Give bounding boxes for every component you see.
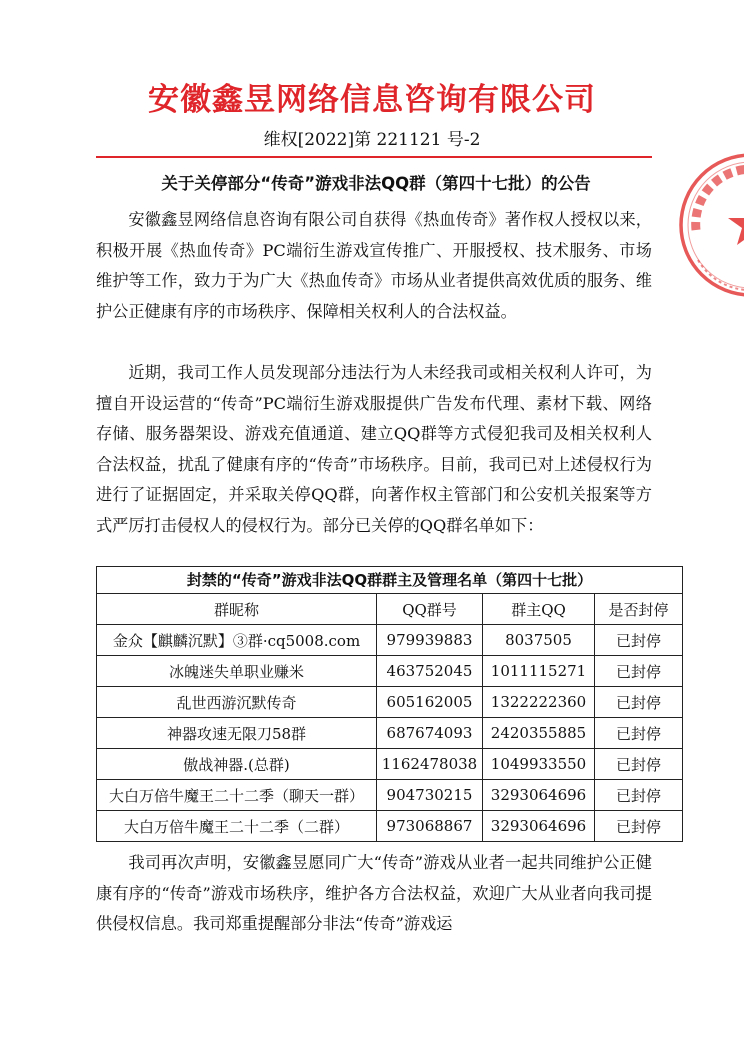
owner-qq: 1049933550 [483,749,595,780]
document-number: 维权[2022]第 221121 号-2 [263,130,481,150]
banned-groups-table [96,566,683,842]
company-seal [676,150,744,300]
table-caption: 封禁的“传奇”游戏非法QQ群群主及管理名单（第四十七批） [96,566,683,593]
table-row [97,780,683,811]
qq-group-number: 687674093 [377,718,483,749]
qq-group-number: 1162478038 [377,749,483,780]
banned-status: 已封停 [595,811,683,842]
company-name: 安徽鑫昱网络信息咨询有限公司 [148,82,596,118]
red-divider [96,156,652,158]
group-nickname: 神器攻速无限刀58群 [97,718,377,749]
group-nickname: 傲战神器.(总群) [97,749,377,780]
header-banned-status: 是否封停 [595,594,683,625]
table-row [97,656,683,687]
qq-group-number: 904730215 [377,780,483,811]
paragraph-intro: 安徽鑫昱网络信息咨询有限公司自获得《热血传奇》著作权人授权以来，积极开展《热血传奇》PC端衍生游戏宣传推广、开服授权、技术服务、市场维护等工作，致力于为广大《热血传奇》市场从业者提供高效优质的服务、维护公正健康有序的市场秩序、保障相关权利人的合法权益。 [96,210,652,321]
star-icon [728,202,744,245]
owner-qq: 8037505 [483,625,595,656]
banned-status: 已封停 [595,780,683,811]
qq-group-number: 463752045 [377,656,483,687]
notice-title: 关于关停部分“传奇”游戏非法QQ群（第四十七批）的公告 [161,174,591,193]
table-header-row [97,594,683,625]
group-nickname: 冰魄迷失单职业赚米 [97,656,377,687]
owner-qq: 1011115271 [483,656,595,687]
banned-status: 已封停 [595,718,683,749]
header-qq-group-number: QQ群号 [377,594,483,625]
qq-group-number: 979939883 [377,625,483,656]
table-row [97,718,683,749]
header-owner-qq: 群主QQ [483,594,595,625]
owner-qq: 2420355885 [483,718,595,749]
owner-qq: 1322222360 [483,687,595,718]
banned-status: 已封停 [595,687,683,718]
banned-status: 已封停 [595,625,683,656]
group-nickname: 乱世西游沉默传奇 [97,687,377,718]
table-row [97,687,683,718]
qq-group-number: 605162005 [377,687,483,718]
paragraph-findings: 近期，我司工作人员发现部分违法行为人未经我司或相关权利人许可，为擅自开设运营的“传奇”PC端衍生游戏服提供广告发布代理、素材下载、网络存储、服务器架设、游戏充值通道、建立QQ群等方式侵犯我司及相关权利人合法权益，扰乱了健康有序的“传奇”市场秩序。目前，我司已对上述侵权行为进行了证据固定，并采取关停QQ群，向著作权主管部门和公安机关报案等方式严厉打击侵权人的侵权行为。部分已关停的QQ群名单如下： [96,363,652,535]
group-nickname: 大白万倍牛魔王二十二季（聊天一群） [97,780,377,811]
table-row [97,749,683,780]
banned-status: 已封停 [595,749,683,780]
owner-qq: 3293064696 [483,811,595,842]
group-nickname: 金众【麒麟沉默】③群·cq5008.com [97,625,377,656]
qq-group-number: 973068867 [377,811,483,842]
header-group-nickname: 群昵称 [97,594,377,625]
banned-status: 已封停 [595,656,683,687]
paragraph-statement: 我司再次声明，安徽鑫昱愿同广大“传奇”游戏从业者一起共同维护公正健康有序的“传奇”游戏市场秩序，维护各方合法权益，欢迎广大从业者向我司提供侵权信息。我司郑重提醒部分非法“传奇”游戏运 [96,853,652,933]
owner-qq: 3293064696 [483,780,595,811]
table-row [97,625,683,656]
group-nickname: 大白万倍牛魔王二十二季（二群） [97,811,377,842]
table-row [97,811,683,842]
